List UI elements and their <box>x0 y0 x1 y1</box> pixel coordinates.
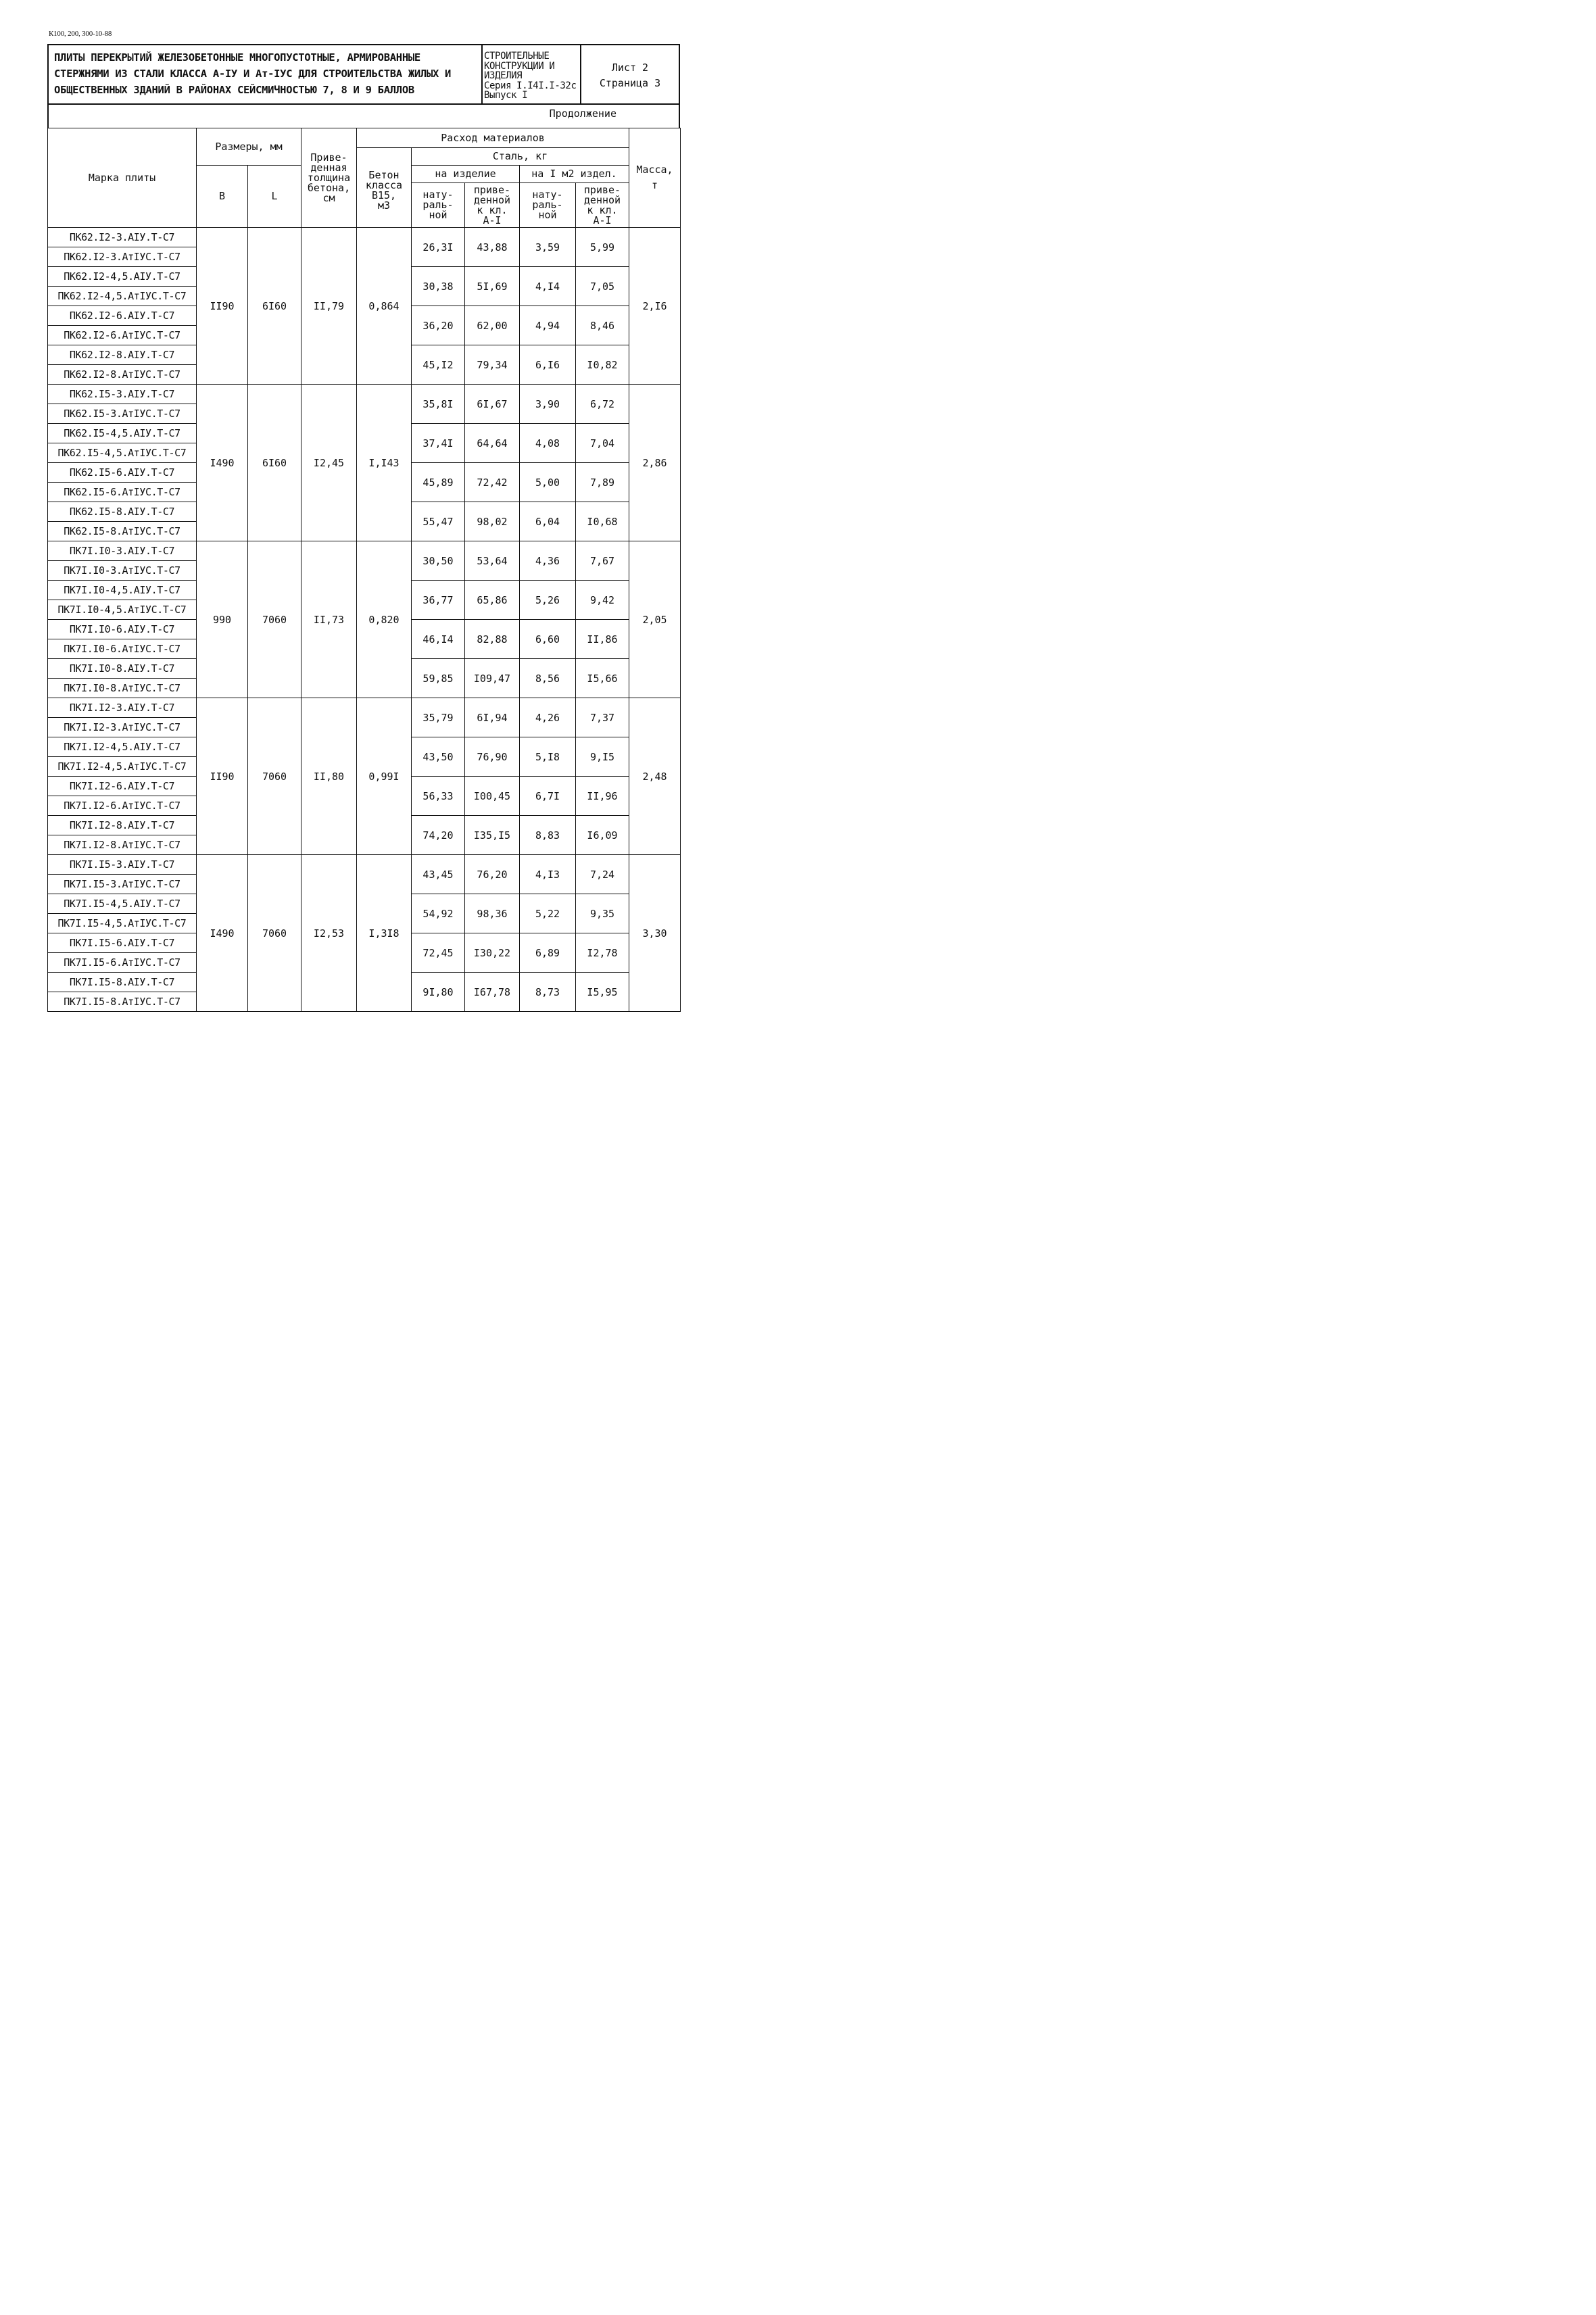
mark-cell: ПК62.I5-4,5.АIУ.Т-С7 <box>48 424 197 443</box>
header-text-line: Масса, <box>636 164 673 176</box>
steel-natural-m2-cell: 6,04 <box>520 502 576 541</box>
table-row <box>48 385 681 404</box>
steel-natural-m2-cell: 5,26 <box>520 581 576 620</box>
header-concrete <box>357 148 412 228</box>
series-line: Выпуск I <box>484 90 528 101</box>
steel-natural-m2-cell: 8,56 <box>520 659 576 698</box>
header-text-line: класса <box>365 178 403 191</box>
steel-reduced-m2-cell: 9,42 <box>576 581 629 620</box>
steel-reduced-cell: 76,90 <box>465 737 520 777</box>
mark-cell: ПК62.I5-3.АIУ.Т-С7 <box>48 385 197 404</box>
header-dim-l: L <box>248 166 301 228</box>
steel-natural-cell: 26,3I <box>412 228 465 267</box>
header-mass <box>629 128 681 228</box>
steel-natural-m2-cell: 3,90 <box>520 385 576 424</box>
steel-reduced-m2-cell: 9,35 <box>576 894 629 933</box>
steel-reduced-cell: 5I,69 <box>465 267 520 306</box>
thickness-cell: II,79 <box>301 228 357 385</box>
mark-cell: ПК62.I2-4,5.АтIУС.Т-С7 <box>48 287 197 306</box>
steel-reduced-m2-cell: I0,82 <box>576 345 629 385</box>
header-text-line: раль- <box>532 199 563 211</box>
steel-reduced-m2-cell: I6,09 <box>576 816 629 855</box>
steel-natural-cell: 9I,80 <box>412 973 465 1012</box>
steel-natural-cell: 72,45 <box>412 933 465 973</box>
header-dimensions: Размеры, мм <box>197 128 301 166</box>
steel-natural-cell: 59,85 <box>412 659 465 698</box>
steel-natural-m2-cell: 4,94 <box>520 306 576 345</box>
steel-reduced-cell: 72,42 <box>465 463 520 502</box>
series-line: КОНСТРУКЦИИ И <box>484 60 555 72</box>
steel-natural-cell: 36,77 <box>412 581 465 620</box>
steel-reduced-m2-cell: I5,66 <box>576 659 629 698</box>
steel-reduced-cell: 53,64 <box>465 541 520 581</box>
header-text-line: нату- <box>422 189 454 201</box>
steel-natural-cell: 43,45 <box>412 855 465 894</box>
mark-cell: ПК7I.I5-6.АIУ.Т-С7 <box>48 933 197 953</box>
steel-natural-m2-cell: 4,26 <box>520 698 576 737</box>
mark-cell: ПК7I.I2-6.АтIУС.Т-С7 <box>48 796 197 816</box>
header-text-line: бетона, <box>307 181 351 194</box>
mark-cell: ПК62.I2-8.АIУ.Т-С7 <box>48 345 197 365</box>
mark-cell: ПК7I.I0-3.АIУ.Т-С7 <box>48 541 197 561</box>
header-text-line: денная <box>310 161 347 174</box>
mark-cell: ПК7I.I2-8.АIУ.Т-С7 <box>48 816 197 835</box>
header-natural <box>412 183 465 228</box>
mark-cell: ПК62.I2-3.АтIУС.Т-С7 <box>48 247 197 267</box>
table-body <box>48 228 681 1012</box>
series-line: ИЗДЕЛИЯ <box>484 70 523 81</box>
length-cell: 6I60 <box>248 385 301 541</box>
steel-natural-cell: 35,79 <box>412 698 465 737</box>
steel-natural-cell: 54,92 <box>412 894 465 933</box>
steel-reduced-cell: 43,88 <box>465 228 520 267</box>
series-line: СТРОИТЕЛЬНЫЕ <box>484 51 550 62</box>
mark-cell: ПК7I.I5-8.АтIУС.Т-С7 <box>48 992 197 1012</box>
steel-natural-cell: 55,47 <box>412 502 465 541</box>
mark-cell: ПК62.I2-3.АIУ.Т-С7 <box>48 228 197 247</box>
header-mark: Марка плиты <box>48 128 197 228</box>
mark-cell: ПК7I.I0-8.АIУ.Т-С7 <box>48 659 197 679</box>
header-text-line: денной <box>473 193 511 206</box>
continuation-label: Продолжение <box>47 105 680 128</box>
concrete-cell: 0,99I <box>357 698 412 855</box>
mark-cell: ПК62.I5-8.АтIУС.Т-С7 <box>48 522 197 541</box>
concrete-cell: 0,820 <box>357 541 412 698</box>
mark-cell: ПК7I.I2-6.АIУ.Т-С7 <box>48 777 197 796</box>
steel-reduced-m2-cell: II,86 <box>576 620 629 659</box>
steel-reduced-cell: 64,64 <box>465 424 520 463</box>
steel-reduced-m2-cell: 9,I5 <box>576 737 629 777</box>
mark-cell: ПК7I.I2-3.АтIУС.Т-С7 <box>48 718 197 737</box>
mark-cell: ПК7I.I5-6.АтIУС.Т-С7 <box>48 953 197 973</box>
steel-natural-cell: 56,33 <box>412 777 465 816</box>
length-cell: 6I60 <box>248 228 301 385</box>
mass-cell: 2,I6 <box>629 228 681 385</box>
mark-cell: ПК62.I2-6.АIУ.Т-С7 <box>48 306 197 326</box>
mark-cell: ПК7I.I0-6.АтIУС.Т-С7 <box>48 639 197 659</box>
document-title <box>49 45 483 103</box>
header-text-line: нату- <box>532 189 563 201</box>
header-text-line: раль- <box>422 199 454 211</box>
header-text-line: А-I <box>593 214 612 226</box>
steel-natural-m2-cell: 5,I8 <box>520 737 576 777</box>
mass-cell: 2,48 <box>629 698 681 855</box>
header-reduced <box>465 183 520 228</box>
header-text-line: денной <box>583 193 621 206</box>
steel-reduced-cell: 98,36 <box>465 894 520 933</box>
page-number: Страница 3 <box>599 77 661 89</box>
header-text-line: Бетон <box>368 168 400 181</box>
header-natural <box>520 183 576 228</box>
concrete-cell: I,3I8 <box>357 855 412 1012</box>
steel-natural-m2-cell: 4,36 <box>520 541 576 581</box>
steel-natural-cell: 74,20 <box>412 816 465 855</box>
steel-natural-cell: 45,I2 <box>412 345 465 385</box>
steel-natural-m2-cell: 6,7I <box>520 777 576 816</box>
steel-reduced-m2-cell: I0,68 <box>576 502 629 541</box>
steel-reduced-cell: 62,00 <box>465 306 520 345</box>
header-steel: Сталь, кг <box>412 148 629 166</box>
steel-natural-cell: 30,38 <box>412 267 465 306</box>
width-cell: II90 <box>197 228 248 385</box>
steel-reduced-m2-cell: 6,72 <box>576 385 629 424</box>
thickness-cell: I2,53 <box>301 855 357 1012</box>
steel-reduced-m2-cell: II,96 <box>576 777 629 816</box>
steel-natural-cell: 43,50 <box>412 737 465 777</box>
steel-reduced-m2-cell: 7,89 <box>576 463 629 502</box>
concrete-cell: 0,864 <box>357 228 412 385</box>
header-materials: Расход материалов <box>357 128 629 148</box>
steel-natural-m2-cell: 6,89 <box>520 933 576 973</box>
header-text-line: приве- <box>473 183 511 196</box>
mass-cell: 2,05 <box>629 541 681 698</box>
thickness-cell: II,80 <box>301 698 357 855</box>
header-text-line: м3 <box>377 199 391 212</box>
steel-natural-m2-cell: 4,I4 <box>520 267 576 306</box>
steel-reduced-cell: I30,22 <box>465 933 520 973</box>
steel-natural-cell: 35,8I <box>412 385 465 424</box>
thickness-cell: II,73 <box>301 541 357 698</box>
steel-natural-m2-cell: 5,22 <box>520 894 576 933</box>
header-per-item: на изделие <box>412 166 520 183</box>
length-cell: 7060 <box>248 855 301 1012</box>
mark-cell: ПК7I.I0-6.АIУ.Т-С7 <box>48 620 197 639</box>
steel-natural-cell: 46,I4 <box>412 620 465 659</box>
mark-cell: ПК7I.I0-8.АтIУС.Т-С7 <box>48 679 197 698</box>
mass-cell: 2,86 <box>629 385 681 541</box>
title-line: СТЕРЖНЯМИ ИЗ СТАЛИ КЛАССА А-IУ И Ат-IУС ДЛЯ СТРОИТЕЛЬСТВА ЖИЛЫХ И <box>54 68 452 80</box>
steel-reduced-m2-cell: 7,04 <box>576 424 629 463</box>
steel-natural-m2-cell: 4,08 <box>520 424 576 463</box>
header-text-line: приве- <box>583 183 621 196</box>
mass-cell: 3,30 <box>629 855 681 1012</box>
mark-cell: ПК62.I5-4,5.АтIУС.Т-С7 <box>48 443 197 463</box>
mark-cell: ПК7I.I5-4,5.АтIУС.Т-С7 <box>48 914 197 933</box>
steel-natural-m2-cell: 4,I3 <box>520 855 576 894</box>
steel-reduced-cell: 98,02 <box>465 502 520 541</box>
steel-reduced-m2-cell: 7,67 <box>576 541 629 581</box>
steel-natural-cell: 36,20 <box>412 306 465 345</box>
steel-reduced-m2-cell: 7,24 <box>576 855 629 894</box>
steel-reduced-m2-cell: I2,78 <box>576 933 629 973</box>
steel-reduced-cell: 82,88 <box>465 620 520 659</box>
title-line: ОБЩЕСТВЕННЫХ ЗДАНИЙ В РАЙОНАХ СЕЙСМИЧНОСТЬЮ 7, 8 И 9 БАЛЛОВ <box>54 84 414 96</box>
steel-natural-m2-cell: 5,00 <box>520 463 576 502</box>
width-cell: I490 <box>197 385 248 541</box>
steel-reduced-m2-cell: I5,95 <box>576 973 629 1012</box>
mark-cell: ПК62.I2-6.АтIУС.Т-С7 <box>48 326 197 345</box>
mark-cell: ПК7I.I2-4,5.АтIУС.Т-С7 <box>48 757 197 777</box>
length-cell: 7060 <box>248 698 301 855</box>
series-line: Серия I.I4I.I-32с <box>484 80 577 91</box>
steel-reduced-m2-cell: 8,46 <box>576 306 629 345</box>
steel-reduced-m2-cell: 7,05 <box>576 267 629 306</box>
sheet-block <box>581 45 679 103</box>
steel-reduced-cell: 76,20 <box>465 855 520 894</box>
steel-reduced-cell: 79,34 <box>465 345 520 385</box>
steel-reduced-cell: I09,47 <box>465 659 520 698</box>
table-row <box>48 698 681 718</box>
concrete-cell: I,I43 <box>357 385 412 541</box>
steel-reduced-cell: I35,I5 <box>465 816 520 855</box>
mark-cell: ПК7I.I0-4,5.АтIУС.Т-С7 <box>48 600 197 620</box>
width-cell: 990 <box>197 541 248 698</box>
steel-reduced-cell: 6I,67 <box>465 385 520 424</box>
width-cell: II90 <box>197 698 248 855</box>
steel-natural-m2-cell: 6,60 <box>520 620 576 659</box>
steel-natural-cell: 45,89 <box>412 463 465 502</box>
steel-natural-m2-cell: 8,83 <box>520 816 576 855</box>
thickness-cell: I2,45 <box>301 385 357 541</box>
header-text-line: В15, <box>371 189 397 201</box>
header-text-line: к кл. <box>587 203 618 216</box>
header-text-line: толщина <box>307 171 351 184</box>
title-block <box>47 44 680 105</box>
mark-cell: ПК7I.I2-8.АтIУС.Т-С7 <box>48 835 197 855</box>
steel-natural-cell: 30,50 <box>412 541 465 581</box>
mark-cell: ПК62.I5-6.АIУ.Т-С7 <box>48 463 197 483</box>
header-reduced <box>576 183 629 228</box>
mark-cell: ПК7I.I2-3.АIУ.Т-С7 <box>48 698 197 718</box>
mark-cell: ПК7I.I5-3.АтIУС.Т-С7 <box>48 875 197 894</box>
header-dim-b: В <box>197 166 248 228</box>
table-row <box>48 228 681 247</box>
mark-cell: ПК62.I5-6.АтIУС.Т-С7 <box>48 483 197 502</box>
steel-reduced-m2-cell: 7,37 <box>576 698 629 737</box>
steel-natural-m2-cell: 3,59 <box>520 228 576 267</box>
header-text-line: к кл. <box>477 203 508 216</box>
mark-cell: ПК7I.I0-4,5.АIУ.Т-С7 <box>48 581 197 600</box>
mark-cell: ПК62.I2-8.АтIУС.Т-С7 <box>48 365 197 385</box>
table-header <box>48 128 681 228</box>
title-line: ПЛИТЫ ПЕРЕКРЫТИЙ ЖЕЛЕЗОБЕТОННЫЕ МНОГОПУСТОТНЫЕ, АРМИРОВАННЫЕ <box>54 51 420 64</box>
mark-cell: ПК7I.I0-3.АтIУС.Т-С7 <box>48 561 197 581</box>
width-cell: I490 <box>197 855 248 1012</box>
steel-natural-cell: 37,4I <box>412 424 465 463</box>
header-text-line: см <box>322 191 335 204</box>
header-text-line: ной <box>538 209 557 221</box>
mark-cell: ПК7I.I5-8.АIУ.Т-С7 <box>48 973 197 992</box>
mark-cell: ПК62.I5-8.АIУ.Т-С7 <box>48 502 197 522</box>
table-row <box>48 855 681 875</box>
header-text-line: Приве- <box>310 151 347 164</box>
steel-natural-m2-cell: 6,I6 <box>520 345 576 385</box>
mark-cell: ПК7I.I5-3.АIУ.Т-С7 <box>48 855 197 875</box>
materials-table <box>47 128 681 1012</box>
steel-reduced-cell: 6I,94 <box>465 698 520 737</box>
header-text-line: т <box>651 179 658 191</box>
mark-cell: ПК62.I5-3.АтIУС.Т-С7 <box>48 404 197 424</box>
document-code: К100, 200, 300-10-88 <box>49 30 112 38</box>
header-text-line: ной <box>429 209 448 221</box>
series-block <box>483 45 581 103</box>
mark-cell: ПК7I.I2-4,5.АIУ.Т-С7 <box>48 737 197 757</box>
sheet-number: Лист 2 <box>611 62 649 74</box>
steel-reduced-cell: I67,78 <box>465 973 520 1012</box>
steel-natural-m2-cell: 8,73 <box>520 973 576 1012</box>
steel-reduced-cell: 65,86 <box>465 581 520 620</box>
mark-cell: ПК62.I2-4,5.АIУ.Т-С7 <box>48 267 197 287</box>
mark-cell: ПК7I.I5-4,5.АIУ.Т-С7 <box>48 894 197 914</box>
header-thickness <box>301 128 357 228</box>
steel-reduced-cell: I00,45 <box>465 777 520 816</box>
header-text-line: А-I <box>483 214 502 226</box>
steel-reduced-m2-cell: 5,99 <box>576 228 629 267</box>
table-row <box>48 541 681 561</box>
header-per-m2: на I м2 издел. <box>520 166 629 183</box>
length-cell: 7060 <box>248 541 301 698</box>
